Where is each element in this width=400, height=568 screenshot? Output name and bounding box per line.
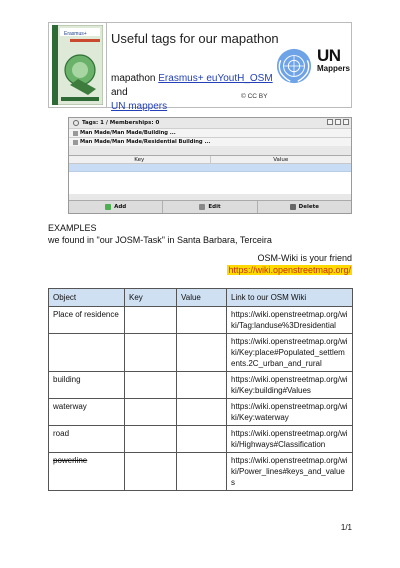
selected-tag-row[interactable] xyxy=(69,164,351,172)
page-title: Useful tags for our mapathon xyxy=(111,31,279,46)
table-row xyxy=(49,372,353,399)
membership-label: Man Made/Man Made/Building ... xyxy=(80,129,176,136)
cell-value xyxy=(177,453,227,491)
subtitle-prefix: mapathon xyxy=(111,73,159,84)
wiki-friend-note xyxy=(227,252,352,276)
friend-line: OSM-Wiki is your friend xyxy=(257,253,352,263)
header-value: Value xyxy=(177,289,227,307)
book-label: Erasmus+ xyxy=(64,31,87,37)
cell-object: road xyxy=(49,426,125,453)
cell-key xyxy=(125,372,177,399)
josm-title-text: Tags: 1 / Memberships: 0 xyxy=(82,120,160,126)
maximize-icon[interactable] xyxy=(335,119,341,125)
column-value[interactable]: Value xyxy=(273,157,289,163)
license-label: © CC BY xyxy=(241,93,268,100)
delete-button[interactable] xyxy=(258,201,351,213)
header-divider xyxy=(106,23,107,107)
brand-mappers: Mappers xyxy=(317,64,350,73)
table-row xyxy=(49,453,353,491)
josm-panel-title xyxy=(69,118,351,128)
cell-wiki-link[interactable]: https://wiki.openstreetmap.org/wiki/Key:waterway xyxy=(227,399,353,426)
header-box xyxy=(48,22,352,112)
josm-button-bar xyxy=(69,200,351,213)
cell-wiki-link[interactable]: https://wiki.openstreetmap.org/wiki/Power_lines#keys_and_values xyxy=(227,453,353,491)
osm-wiki-link[interactable]: https://wiki.openstreetmap.org/ xyxy=(228,265,351,275)
cell-key xyxy=(125,399,177,426)
delete-label: Delete xyxy=(298,204,319,210)
cell-object xyxy=(49,334,125,372)
josm-table-header xyxy=(69,156,351,164)
table-header-row xyxy=(49,289,353,307)
table-row xyxy=(49,334,353,372)
subtitle-and: and xyxy=(111,87,128,98)
cell-value xyxy=(177,334,227,372)
project-book-cover xyxy=(52,25,103,105)
cell-object: building xyxy=(49,372,125,399)
cell-value xyxy=(177,399,227,426)
examples-heading: EXAMPLES xyxy=(48,223,97,233)
cell-object: powerline xyxy=(49,453,125,491)
membership-item[interactable] xyxy=(69,137,351,146)
erasmus-link[interactable]: Erasmus+ euYoutH_OSM xyxy=(158,73,273,84)
cell-key xyxy=(125,426,177,453)
brand-un: UN xyxy=(317,46,341,65)
examples-section xyxy=(48,222,272,246)
close-icon[interactable] xyxy=(343,119,349,125)
cell-value xyxy=(177,372,227,399)
panel-toggle-icon[interactable] xyxy=(73,120,79,126)
relation-icon xyxy=(73,140,78,145)
minimize-icon[interactable] xyxy=(327,119,333,125)
header-key: Key xyxy=(125,289,177,307)
cell-object: Place of residence xyxy=(49,307,125,334)
cell-wiki-link[interactable]: https://wiki.openstreetmap.org/wiki/Key:place#Populated_settlements.2C_urban_and_rural xyxy=(227,334,353,372)
cell-object: waterway xyxy=(49,399,125,426)
cell-key xyxy=(125,453,177,491)
edit-label: Edit xyxy=(208,204,221,210)
josm-tags-panel xyxy=(68,117,352,214)
table-row xyxy=(49,307,353,334)
cell-value xyxy=(177,426,227,453)
trash-icon xyxy=(290,204,296,210)
membership-item[interactable] xyxy=(69,128,351,137)
column-key[interactable]: Key xyxy=(69,156,211,163)
edit-button[interactable] xyxy=(163,201,257,213)
josm-tag-table xyxy=(69,155,351,194)
add-button[interactable] xyxy=(69,201,163,213)
examples-subtitle: we found in "our JOSM-Task" in Santa Barbara, Terceira xyxy=(48,235,272,245)
header-object: Object xyxy=(49,289,125,307)
un-mappers-link[interactable]: UN mappers xyxy=(111,101,168,112)
josm-window-controls xyxy=(327,119,349,125)
table-row xyxy=(49,399,353,426)
table-row xyxy=(49,426,353,453)
plus-icon xyxy=(105,204,111,210)
un-emblem-icon xyxy=(275,47,313,85)
cell-value xyxy=(177,307,227,334)
membership-label: Man Made/Man Made/Residential Building ... xyxy=(80,138,211,145)
cell-wiki-link[interactable]: https://wiki.openstreetmap.org/wiki/Key:building#Values xyxy=(227,372,353,399)
cell-key xyxy=(125,307,177,334)
page-number: 1/1 xyxy=(340,523,352,532)
tags-table xyxy=(48,288,353,491)
cell-wiki-link[interactable]: https://wiki.openstreetmap.org/wiki/Highways#Classification xyxy=(227,426,353,453)
cell-wiki-link[interactable]: https://wiki.openstreetmap.org/wiki/Tag:landuse%3Dresidential xyxy=(227,307,353,334)
un-mappers-wordmark xyxy=(317,48,351,73)
header-link: Link to our OSM Wiki xyxy=(227,289,353,307)
edit-icon xyxy=(199,204,205,210)
cell-key xyxy=(125,334,177,372)
add-label: Add xyxy=(114,204,127,210)
relation-icon xyxy=(73,131,78,136)
